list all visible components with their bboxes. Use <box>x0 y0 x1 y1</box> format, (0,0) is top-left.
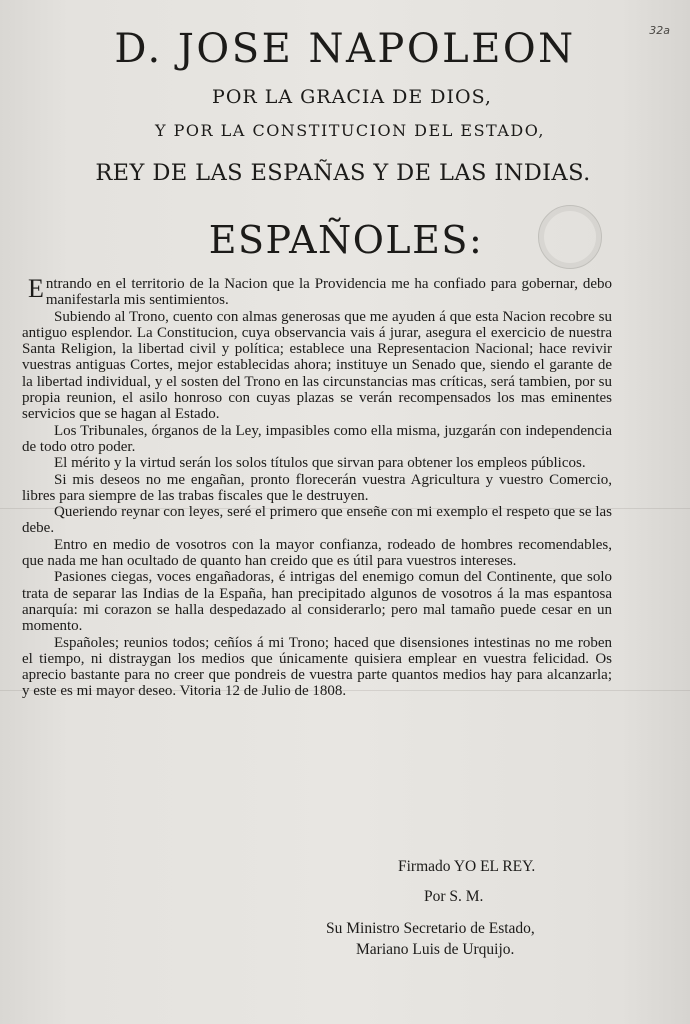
title-name: D. JOSE NAPOLEON <box>114 26 576 72</box>
title-line-king: REY DE LAS ESPAÑAS Y DE LAS INDIAS. <box>95 160 591 186</box>
paragraph: Los Tribunales, órganos de la Ley, impasibles como ella misma, juzgarán con independencia de todo otro poder. <box>22 422 612 455</box>
shelfmark-note: 32a <box>649 24 670 37</box>
paragraph: Subiendo al Trono, cuento con almas generosas que me ayuden á que esta Nacion recobre su antiguo esplendor. La Constitucion, cuya observancia vais á jurar, asegura el exercicio de nuestra Santa Religion, la libertad civil y política; establece una Representacion Nacional; hace revivir vuestras antiguas Cortes, mejor establecidas ahora; instituye un Senado que, siendo el garante de la libertad individual, y el sosten del Trono en las circunstancias mas críticas, será tambien, por su propia reunion, el asilo honroso con cuyas plazas se verán recompensados los mas eminentes servicios que se hagan al Estado. <box>22 308 612 423</box>
signature-minister-title: Su Ministro Secretario de Estado, <box>326 920 535 937</box>
salutation-heading: ESPAÑOLES: <box>208 218 484 262</box>
drop-cap: E <box>28 274 44 303</box>
paragraph: Si mis deseos no me engañan, pronto florecerán vuestra Agricultura y vuestro Comercio, libres para siempre de las trabas fiscales que le destruyen. <box>22 471 612 504</box>
paragraph: El mérito y la virtud serán los solos títulos que sirvan para obtener los empleos públicos. <box>54 455 586 472</box>
title-line-constitution: Y POR LA CONSTITUCION DEL ESTADO, <box>155 121 545 140</box>
paragraph: Entrando en el territorio de la Nacion que la Providencia me ha confiado para gobernar, debo manifestarla mis sentimientos. <box>28 274 612 309</box>
paragraph: Pasiones ciegas, voces engañadoras, é intrigas del enemigo comun del Continente, que solo trata de separar las Indias de la España, han precipitado algunos de vosotros á la mas espantosa anarquía: mi corazon se halla despedazado al considerarlo; pero mal tamaño puede cesar en un momento. <box>22 569 612 635</box>
paragraph: Españoles; reunios todos; ceñíos á mi Trono; haced que disensiones intestinas no me roben el tiempo, ni distraygan los medios que únicamente quisiera emplear en vuestra felicidad. Os aprecio bastante para no creer que pondreis de vuestra parte quantos medios hay para alcanzarla; y este es mi mayor deseo. Vitoria 12 de Julio de 1808. <box>22 634 612 700</box>
signature-minister-name: Mariano Luis de Urquijo. <box>356 941 515 958</box>
title-line-grace: POR LA GRACIA DE DIOS, <box>212 86 492 108</box>
signature-por: Por S. M. <box>424 888 484 905</box>
paragraph: Queriendo reynar con leyes, seré el primero que enseñe con mi exemplo el respeto que se las debe. <box>22 504 612 537</box>
proclamation-body <box>22 276 612 700</box>
paragraph: Entro en medio de vosotros con la mayor confianza, rodeado de hombres recomendables, que nada me han ocultado de quanto han creido que es útil para vuestros intereses. <box>22 536 612 570</box>
signature-signed: Firmado YO EL REY. <box>398 858 536 875</box>
